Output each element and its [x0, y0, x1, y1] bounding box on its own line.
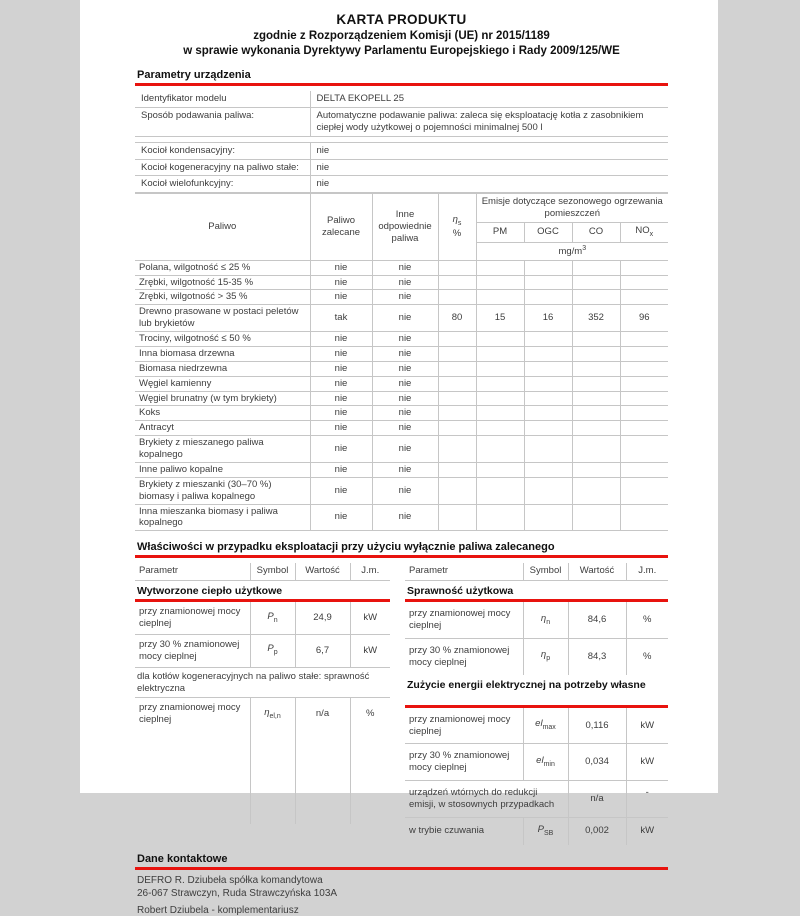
contact-company: DEFRO R. Dziubeła spółka komandytowa: [137, 874, 323, 886]
fuel-pm-cell: 15: [476, 305, 524, 332]
fuel-pm-cell: [476, 477, 524, 504]
fuel-table-row: [135, 462, 668, 477]
fuel-table-row: [135, 421, 668, 436]
efficiency-table: [405, 602, 668, 675]
param-cell: przy 30 % znamionowej mocy cieplnej: [405, 744, 523, 781]
section-title-parameters: Parametry urządzenia: [137, 69, 251, 81]
document-page: [80, 0, 718, 916]
fuel-eta-cell: [438, 406, 476, 421]
unit-header: J.m.: [350, 563, 390, 580]
fuel-co-cell: [572, 346, 620, 361]
fuel-co-cell: [572, 376, 620, 391]
fuel-name-cell: Węgiel brunatny (w tym brykiety): [135, 391, 310, 406]
electricity-table: [405, 708, 668, 845]
fuel-name-cell: Antracyt: [135, 421, 310, 436]
fuel-eta-cell: [438, 436, 476, 463]
section-title-properties: Właściwości w przypadku eksploatacji przy użyciu wyłącznie paliwa zalecanego: [137, 541, 555, 554]
properties-columns: [135, 563, 668, 844]
symbol-cell: $el_{min}$: [523, 744, 568, 781]
fuel-other-cell: nie: [372, 406, 438, 421]
fuel-other-cell: nie: [372, 477, 438, 504]
prop-header-row: [135, 563, 390, 580]
empty-cell: [250, 730, 295, 824]
fuel-co-cell: [572, 275, 620, 290]
empty-cell: [135, 730, 250, 824]
fuel-other-cell: nie: [372, 305, 438, 332]
fuel-pm-cell: [476, 391, 524, 406]
fuel-eta-cell: [438, 477, 476, 504]
fuel-nox-cell: [620, 332, 668, 347]
table-row: [405, 638, 668, 674]
efficiency-column: [405, 563, 668, 844]
table-row: [135, 107, 668, 136]
info-value: nie: [310, 176, 668, 193]
fuel-nox-cell: [620, 275, 668, 290]
contact-block: [135, 875, 668, 916]
table-row: [135, 634, 390, 667]
table-row: [135, 176, 668, 193]
fuel-other-cell: nie: [372, 421, 438, 436]
table-row: [135, 159, 668, 176]
fuel-recommended-cell: nie: [310, 361, 372, 376]
fuel-co-cell: 352: [572, 305, 620, 332]
eta-col-header: $\eta_s$ %: [438, 194, 476, 260]
unit-cell: kW: [626, 708, 668, 744]
fuel-eta-cell: [438, 290, 476, 305]
fuel-eta-cell: [438, 275, 476, 290]
fuel-recommended-cell: nie: [310, 421, 372, 436]
fuel-pm-cell: [476, 332, 524, 347]
fuel-recommended-cell: nie: [310, 391, 372, 406]
empty-cell: [295, 730, 350, 824]
fuel-eta-cell: [438, 421, 476, 436]
fuel-recommended-cell: nie: [310, 260, 372, 275]
table-row: [135, 142, 668, 159]
symbol-cell: $\eta_n$: [523, 602, 568, 638]
fuel-ogc-cell: [524, 290, 572, 305]
fuel-recommended-cell: nie: [310, 346, 372, 361]
fuel-nox-cell: [620, 462, 668, 477]
param-header: Parametr: [405, 563, 523, 580]
fuel-co-cell: [572, 477, 620, 504]
section-underline: [135, 867, 668, 870]
fuel-recommended-cell: nie: [310, 332, 372, 347]
value-cell: 0,002: [568, 817, 626, 844]
fuel-table-row: [135, 436, 668, 463]
fuel-nox-cell: [620, 361, 668, 376]
fuel-table-row: [135, 290, 668, 305]
fuel-eta-cell: [438, 391, 476, 406]
table-row: [405, 602, 668, 638]
fuel-table-body: [135, 260, 668, 531]
section-underline: [135, 555, 668, 558]
fuel-name-cell: Inne paliwo kopalne: [135, 462, 310, 477]
fuel-table-row: [135, 346, 668, 361]
fuel-col-header: Paliwo: [135, 194, 310, 260]
fuel-other-cell: nie: [372, 361, 438, 376]
fuel-nox-cell: [620, 290, 668, 305]
section-title-contact: Dane kontaktowe: [137, 852, 228, 865]
param-cell: urządzeń wtórnych do redukcji emisji, w stosownych przypadkach: [405, 781, 568, 818]
fuel-other-cell: nie: [372, 290, 438, 305]
param-cell: przy znamionowej mocy cieplnej: [405, 708, 523, 744]
symbol-cell: $P_{SB}$: [523, 817, 568, 844]
param-cell: przy znamionowej mocy cieplnej: [135, 602, 250, 634]
fuel-other-cell: nie: [372, 504, 438, 531]
fuel-header-row: [135, 194, 668, 223]
section-underline: [135, 83, 668, 86]
recommended-col-header: Paliwo zalecane: [310, 194, 372, 260]
fuel-table-row: [135, 504, 668, 531]
fuel-ogc-cell: [524, 260, 572, 275]
fuel-co-cell: [572, 290, 620, 305]
subsection-title-heat-output: Wytworzone ciepło użytkowe: [137, 585, 283, 598]
info-label: Kocioł kondensacyjny:: [135, 142, 310, 159]
table-row: [135, 698, 390, 730]
fuel-ogc-cell: [524, 421, 572, 436]
empty-extender-row: [135, 730, 390, 824]
fuel-co-cell: [572, 361, 620, 376]
fuel-table-row: [135, 332, 668, 347]
fuel-name-cell: Węgiel kamienny: [135, 376, 310, 391]
fuel-recommended-cell: nie: [310, 477, 372, 504]
unit-cell: kW: [350, 634, 390, 667]
fuel-recommended-cell: nie: [310, 504, 372, 531]
fuel-table: [135, 193, 668, 531]
fuel-recommended-cell: tak: [310, 305, 372, 332]
fuel-ogc-cell: [524, 477, 572, 504]
subsection-title-efficiency: Sprawność użytkowa: [407, 585, 514, 598]
fuel-nox-cell: [620, 376, 668, 391]
fuel-other-cell: nie: [372, 391, 438, 406]
info-value: nie: [310, 159, 668, 176]
page-title: KARTA PRODUKTU: [336, 12, 467, 27]
info-table: [135, 91, 668, 193]
unit-cell: kW: [350, 602, 390, 634]
info-value: Automatyczne podawanie paliwa: zaleca się eksploatację kotła z zasobnikiem ciepłej wody użytkowej o pojemności minimalnej 500 l: [310, 107, 668, 136]
empty-cell: [350, 730, 390, 824]
param-header: Parametr: [135, 563, 250, 580]
fuel-recommended-cell: nie: [310, 290, 372, 305]
fuel-other-cell: nie: [372, 436, 438, 463]
value-header: Wartość: [568, 563, 626, 580]
fuel-name-cell: Brykiety z mieszanki (30–70 %) biomasy i paliwa kopalnego: [135, 477, 310, 504]
table-row: [405, 781, 668, 818]
fuel-ogc-cell: [524, 332, 572, 347]
unit-header: J.m.: [626, 563, 668, 580]
fuel-ogc-cell: [524, 406, 572, 421]
info-value: nie: [310, 142, 668, 159]
other-fuels-col-header: Inne odpowiednie paliwa: [372, 194, 438, 260]
symbol-header: Symbol: [250, 563, 295, 580]
fuel-ogc-cell: [524, 361, 572, 376]
value-cell: 0,116: [568, 708, 626, 744]
fuel-other-cell: nie: [372, 332, 438, 347]
fuel-name-cell: Zrębki, wilgotność > 35 %: [135, 290, 310, 305]
info-label: Identyfikator modelu: [135, 91, 310, 107]
fuel-recommended-cell: nie: [310, 406, 372, 421]
fuel-nox-cell: 96: [620, 305, 668, 332]
fuel-name-cell: Trociny, wilgotność ≤ 50 %: [135, 332, 310, 347]
fuel-co-cell: [572, 332, 620, 347]
fuel-nox-cell: [620, 391, 668, 406]
note-row: [135, 667, 390, 698]
symbol-cell: $el_{max}$: [523, 708, 568, 744]
fuel-name-cell: Koks: [135, 406, 310, 421]
fuel-ogc-cell: [524, 346, 572, 361]
fuel-name-cell: Biomasa niedrzewna: [135, 361, 310, 376]
fuel-ogc-cell: [524, 436, 572, 463]
ogc-col-header: OGC: [524, 223, 572, 243]
symbol-cell: $\eta_{el,n}$: [250, 698, 295, 730]
fuel-co-cell: [572, 462, 620, 477]
page-subtitle-regulation: zgodnie z Rozporządzeniem Komisji (UE) nr 2015/1189: [253, 30, 550, 42]
fuel-nox-cell: [620, 421, 668, 436]
fuel-other-cell: nie: [372, 260, 438, 275]
info-label: Kocioł kogeneracyjny na paliwo stałe:: [135, 159, 310, 176]
fuel-pm-cell: [476, 346, 524, 361]
note-cell: dla kotłów kogeneracyjnych na paliwo stałe: sprawność elektryczna: [135, 667, 390, 698]
table-row: [405, 744, 668, 781]
fuel-co-cell: [572, 436, 620, 463]
fuel-name-cell: Brykiety z mieszanego paliwa kopalnego: [135, 436, 310, 463]
fuel-nox-cell: [620, 504, 668, 531]
fuel-other-cell: nie: [372, 346, 438, 361]
pm-col-header: PM: [476, 223, 524, 243]
fuel-co-cell: [572, 504, 620, 531]
fuel-nox-cell: [620, 477, 668, 504]
value-cell: 24,9: [295, 602, 350, 634]
symbol-cell: $P_p$: [250, 634, 295, 667]
contact-address: 26-067 Strawczyn, Ruda Strawczyńska 103A: [137, 887, 338, 899]
fuel-nox-cell: [620, 346, 668, 361]
fuel-nox-cell: [620, 260, 668, 275]
symbol-cell: $P_n$: [250, 602, 295, 634]
fuel-table-row: [135, 477, 668, 504]
fuel-ogc-cell: [524, 462, 572, 477]
fuel-pm-cell: [476, 376, 524, 391]
info-value: DELTA EKOPELL 25: [310, 91, 668, 107]
fuel-pm-cell: [476, 290, 524, 305]
table-row: [405, 708, 668, 744]
unit-cell: %: [350, 698, 390, 730]
contact-person: Robert Dziubela - komplementariusz: [137, 904, 299, 916]
fuel-pm-cell: [476, 421, 524, 436]
fuel-ogc-cell: [524, 275, 572, 290]
unit-cell: kW: [626, 744, 668, 781]
fuel-table-row: [135, 305, 668, 332]
fuel-ogc-cell: [524, 376, 572, 391]
fuel-nox-cell: [620, 406, 668, 421]
fuel-recommended-cell: nie: [310, 436, 372, 463]
heat-output-column: [135, 563, 390, 844]
fuel-eta-cell: [438, 346, 476, 361]
page-subtitle-directive: w sprawie wykonania Dyrektywy Parlamentu Europejskiego i Rady 2009/125/WE: [183, 45, 620, 57]
unit-cell: kW: [626, 817, 668, 844]
fuel-pm-cell: [476, 462, 524, 477]
fuel-pm-cell: [476, 361, 524, 376]
value-cell: 84,6: [568, 602, 626, 638]
param-cell: przy 30 % znamionowej mocy cieplnej: [409, 644, 510, 668]
fuel-recommended-cell: nie: [310, 462, 372, 477]
fuel-recommended-cell: nie: [310, 376, 372, 391]
fuel-pm-cell: [476, 260, 524, 275]
fuel-name-cell: Drewno prasowane w postaci peletów lub brykietów: [135, 305, 310, 332]
value-header: Wartość: [295, 563, 350, 580]
fuel-co-cell: [572, 406, 620, 421]
fuel-eta-cell: [438, 361, 476, 376]
nox-col-header: $NO_x$: [620, 223, 668, 243]
emissions-group-header: Emisje dotyczące sezonowego ogrzewania pomieszczeń: [476, 194, 668, 223]
fuel-other-cell: nie: [372, 376, 438, 391]
fuel-name-cell: Zrębki, wilgotność 15-35 %: [135, 275, 310, 290]
fuel-co-cell: [572, 421, 620, 436]
co-col-header: CO: [572, 223, 620, 243]
fuel-eta-cell: [438, 462, 476, 477]
value-cell: 84,3: [568, 638, 626, 674]
fuel-pm-cell: [476, 406, 524, 421]
value-cell: n/a: [568, 781, 626, 818]
subsection-title-electricity: Zużycie energii elektrycznej na potrzeby własne: [407, 678, 646, 691]
fuel-eta-cell: [438, 504, 476, 531]
fuel-recommended-cell: nie: [310, 275, 372, 290]
unit-cell: %: [626, 602, 668, 638]
info-label: Sposób podawania paliwa:: [135, 107, 310, 136]
fuel-co-cell: [572, 391, 620, 406]
fuel-table-row: [135, 391, 668, 406]
fuel-table-row: [135, 260, 668, 275]
fuel-ogc-cell: [524, 504, 572, 531]
table-row: [405, 817, 668, 844]
unit-cell: -: [626, 781, 668, 818]
info-label: Kocioł wielofunkcyjny:: [135, 176, 310, 193]
param-cell: przy 30 % znamionowej mocy cieplnej: [135, 634, 250, 667]
fuel-ogc-cell: 16: [524, 305, 572, 332]
heat-output-header-table: [135, 563, 390, 581]
fuel-eta-cell: [438, 332, 476, 347]
fuel-ogc-cell: [524, 391, 572, 406]
symbol-cell: $\eta_p$: [523, 638, 568, 674]
param-cell: przy znamionowej mocy cieplnej: [139, 702, 241, 726]
fuel-table-row: [135, 406, 668, 421]
emissions-unit-cell: $mg/m^3$: [476, 242, 668, 260]
param-cell: przy znamionowej mocy cieplnej: [405, 602, 523, 638]
fuel-nox-cell: [620, 436, 668, 463]
value-cell: 6,7: [295, 634, 350, 667]
fuel-eta-cell: [438, 260, 476, 275]
table-row: [135, 602, 390, 634]
param-cell: w trybie czuwania: [409, 825, 484, 837]
heat-output-table: [135, 602, 390, 824]
fuel-name-cell: Polana, wilgotność ≤ 25 %: [135, 260, 310, 275]
fuel-table-row: [135, 275, 668, 290]
fuel-co-cell: [572, 260, 620, 275]
fuel-eta-cell: [438, 376, 476, 391]
unit-cell: %: [626, 638, 668, 674]
fuel-other-cell: nie: [372, 462, 438, 477]
efficiency-header-table: [405, 563, 668, 581]
fuel-pm-cell: [476, 436, 524, 463]
prop-header-row: [405, 563, 668, 580]
fuel-other-cell: nie: [372, 275, 438, 290]
value-cell: n/a: [295, 698, 350, 730]
fuel-table-row: [135, 376, 668, 391]
fuel-table-row: [135, 361, 668, 376]
fuel-pm-cell: [476, 275, 524, 290]
fuel-eta-cell: 80: [438, 305, 476, 332]
symbol-header: Symbol: [523, 563, 568, 580]
table-row: [135, 91, 668, 107]
fuel-pm-cell: [476, 504, 524, 531]
fuel-name-cell: Inna mieszanka biomasy i paliwa kopalnego: [135, 504, 310, 531]
page-content: [80, 0, 718, 916]
fuel-name-cell: Inna biomasa drzewna: [135, 346, 310, 361]
value-cell: 0,034: [568, 744, 626, 781]
